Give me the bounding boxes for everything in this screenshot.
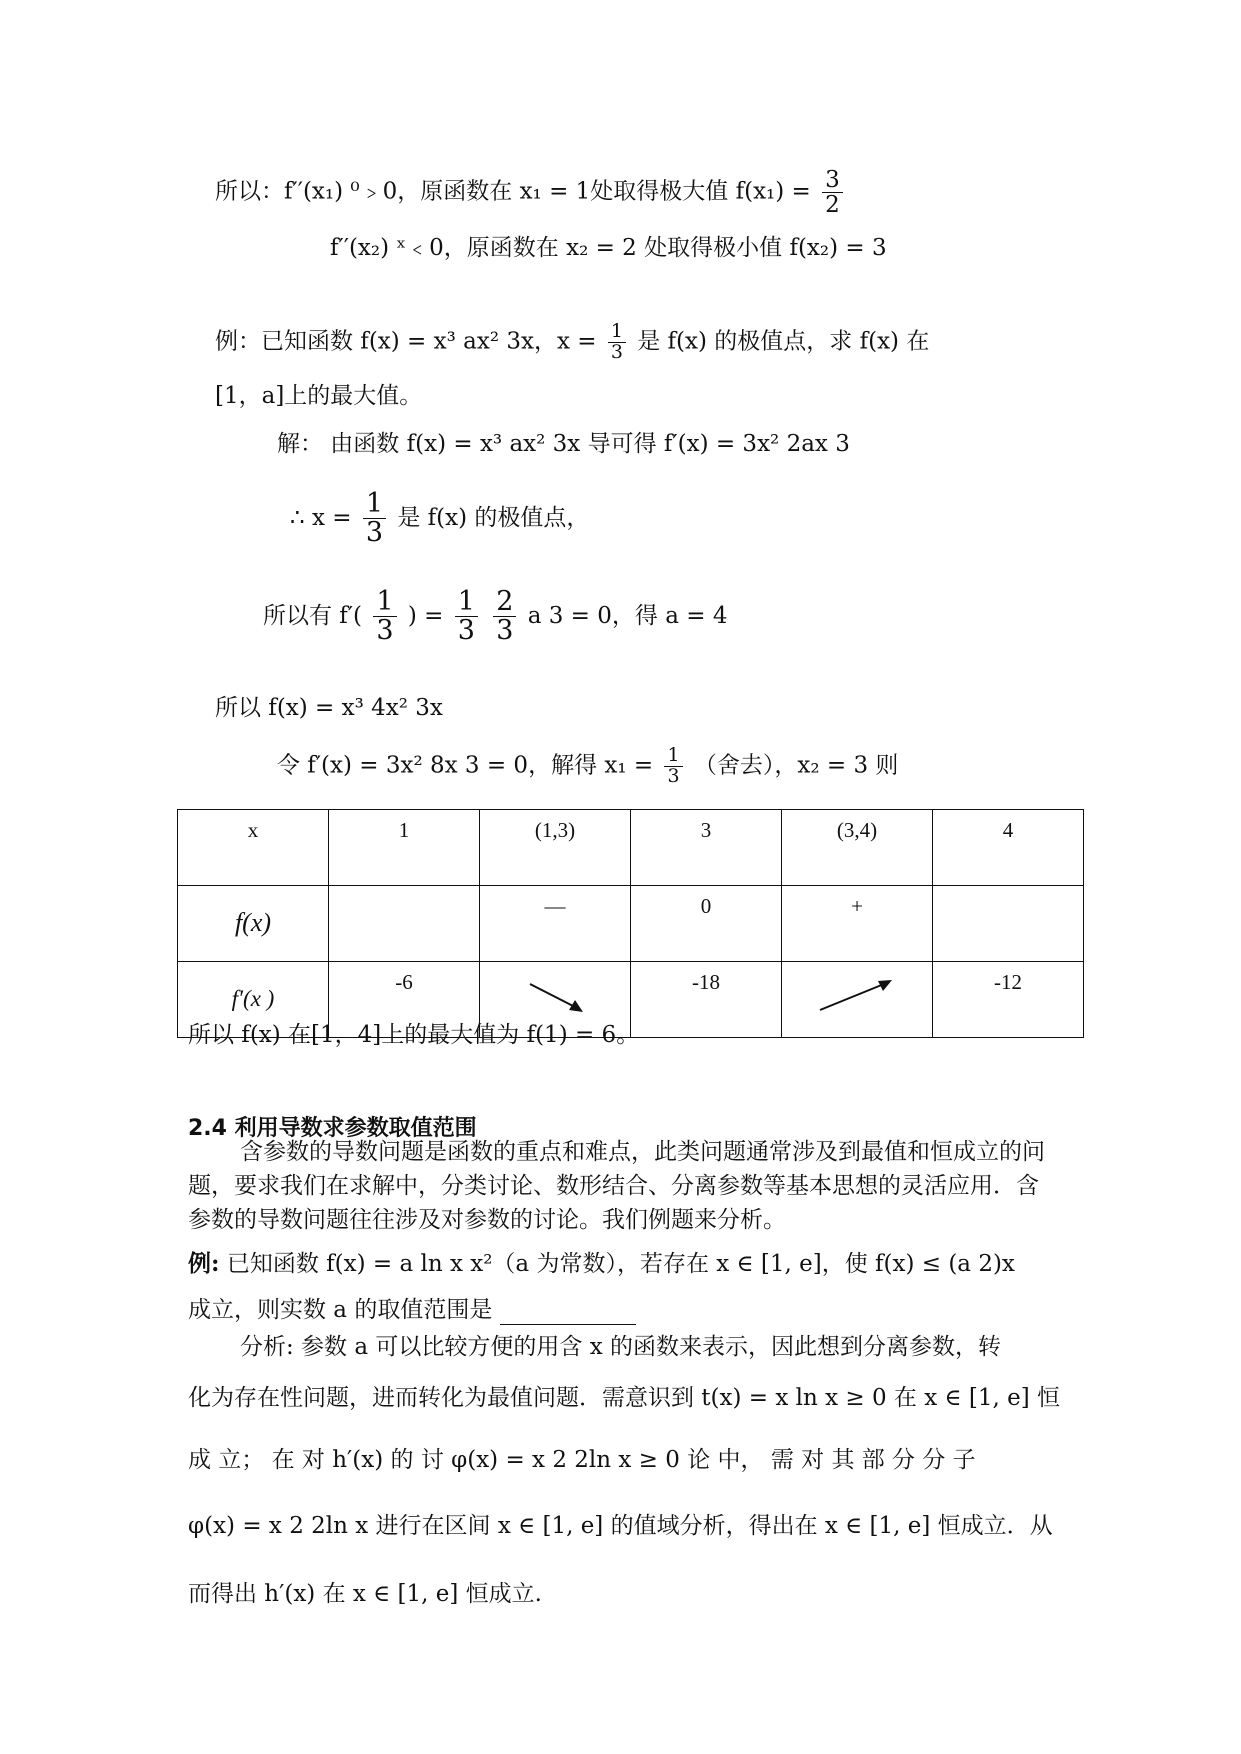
variation-table	[177, 809, 1084, 1038]
line-10	[188, 1021, 639, 1050]
line-7	[263, 588, 727, 646]
fraction: $\frac{1}{3}$	[373, 588, 396, 646]
table-cell: +	[782, 886, 933, 962]
example-line	[188, 1250, 1015, 1279]
table-row-label: f′(x )	[178, 962, 329, 1038]
table-cell: x	[178, 810, 329, 886]
paragraph-1-text: 含参数的导数问题是函数的重点和难点，此类问题通常涉及到最值和恒成立的问题，要求我们在求解中，分类讨论、数形结合、分离参数等基本思想的灵活应用．含参数的导数问题往往涉及对参数的讨论。我们例题来分析。	[188, 1139, 1045, 1233]
example-label: 例:	[188, 1250, 220, 1277]
line-3-text-a: 例：已知函数 f(x) = x³ ax² 3x，x =	[215, 328, 597, 355]
line-1	[215, 168, 847, 217]
table-cell: 1	[329, 810, 480, 886]
table-cell: -12	[933, 962, 1084, 1038]
table-cell	[933, 886, 1084, 962]
line-10-text: 所以 f(x) 在[1，4]上的最大值为 f(1) = 6。	[188, 1022, 640, 1048]
arrow-down-right-icon	[515, 970, 595, 1020]
table-cell: (1,3)	[480, 810, 631, 886]
table-cell: 3	[631, 810, 782, 886]
line-5-text: 解： 由函数 f(x) = x³ ax² 3x 导可得 f′(x) = 3x² 2ax 3	[277, 431, 850, 457]
line-1-text: 所以：f′′(x₁) ⁰﹥0，原函数在 x₁ = 1处取得极大值 f(x₁) =	[215, 178, 811, 205]
analysis-line-5: 而得出 h′(x) 在 x ∈ [1, e] 恒成立.	[188, 1581, 542, 1607]
table-row-label: f(x)	[178, 886, 329, 962]
fraction: $\frac{1}{3}$	[608, 322, 626, 363]
analysis-line-3: 成 立； 在 对 h′(x) 的 讨 φ(x) = x 2 2ln x ≥ 0 论 中， 需 对 其 部 分 分 子	[188, 1447, 976, 1473]
table-cell: 4	[933, 810, 1084, 886]
line-4	[215, 382, 422, 411]
table-row	[178, 886, 1084, 962]
line-7-text-b: ) =	[407, 602, 444, 629]
line-8-text: 所以 f(x) = x³ 4x² 3x	[215, 695, 443, 721]
fraction: $\frac{1}{3}$	[455, 588, 478, 646]
table-row	[178, 810, 1084, 886]
arrow-up-right-icon	[812, 970, 902, 1020]
line-9-text-b: （舍去），x₂ = 3 则	[693, 752, 899, 779]
table-cell: 0	[631, 886, 782, 962]
line-7-text-c: a 3 = 0，得 a = 4	[527, 602, 728, 629]
table-cell	[329, 886, 480, 962]
analysis-line-1: 分析: 参数 a 可以比较方便的用含 x 的函数来表示，因此想到分离参数，转	[240, 1334, 1001, 1360]
line-6	[290, 490, 589, 548]
line-3	[215, 322, 929, 363]
fraction: $\frac{1}{3}$	[664, 746, 682, 787]
table-cell: -6	[329, 962, 480, 1038]
table-cell: —	[480, 886, 631, 962]
line-8	[215, 694, 443, 723]
table-cell: (3,4)	[782, 810, 933, 886]
line-7-text-a: 所以有 f′(	[263, 602, 363, 629]
analysis-line-2: 化为存在性问题，进而转化为最值问题．需意识到 t(x) = x ln x ≥ 0 在 x ∈ [1, e] 恒	[188, 1385, 1060, 1411]
line-2	[330, 234, 887, 263]
line-9-text-a: 令 f′(x) = 3x² 8x 3 = 0，解得 x₁ =	[277, 752, 654, 779]
line-5	[277, 430, 850, 459]
line-9	[277, 746, 898, 787]
line-3-text-b: 是 f(x) 的极值点，求 f(x) 在	[637, 328, 930, 355]
line-4-text: [1，a]上的最大值。	[215, 383, 423, 409]
fraction: $\frac{2}{3}$	[493, 588, 516, 646]
example-text: 已知函数 f(x) = a ln x x²（a 为常数），若存在 x ∈ [1, e]，使 f(x) ≤ (a 2)x	[226, 1251, 1015, 1277]
line-6-text-a: ∴ x =	[290, 504, 352, 531]
fraction: $\frac{3}{2}$	[822, 168, 843, 217]
table-cell: -18	[631, 962, 782, 1038]
line-2-text: f′′(x₂) ˣ﹤0，原函数在 x₂ = 2 处取得极小值 f(x₂) = 3	[330, 235, 887, 261]
line-6-text-b: 是 f(x) 的极值点，	[397, 504, 590, 531]
section-heading: 2.4 利用导数求参数取值范围	[188, 1116, 477, 1141]
answer-blank	[500, 1300, 636, 1325]
analysis-line-4: φ(x) = x 2 2ln x 进行在区间 x ∈ [1, e] 的值域分析，得出在 x ∈ [1, e] 恒成立．从	[188, 1513, 1053, 1539]
paragraph-1	[188, 1135, 1058, 1237]
example-line-2	[188, 1296, 636, 1325]
fraction: $\frac{1}{3}$	[363, 490, 386, 548]
example-text-2: 成立，则实数 a 的取值范围是	[188, 1297, 493, 1323]
table-cell	[782, 962, 933, 1038]
